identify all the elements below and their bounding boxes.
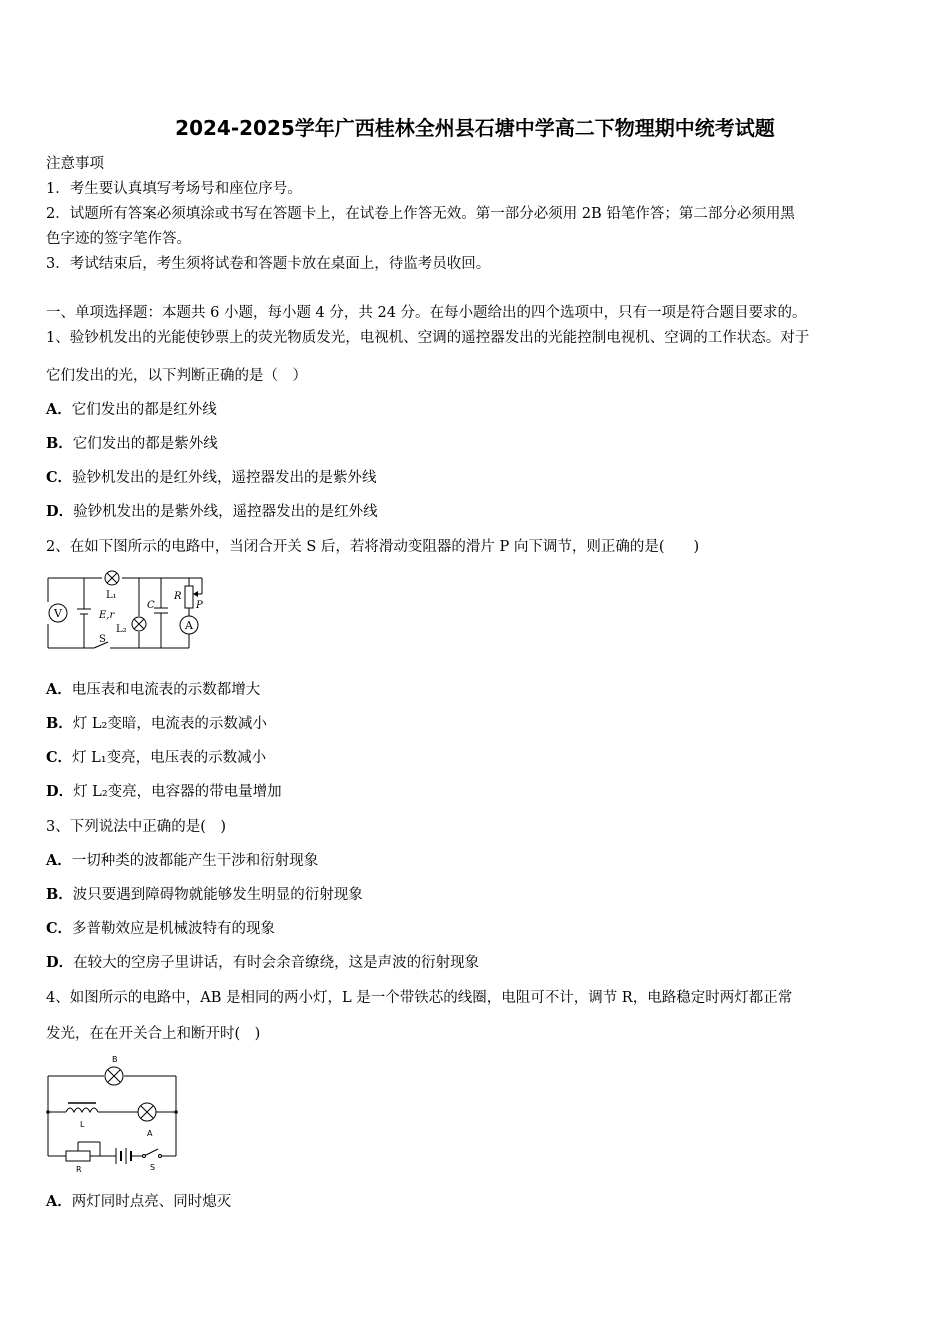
option-label: C． — [46, 749, 73, 766]
label-p: P — [196, 600, 203, 611]
label-b: B — [112, 1055, 118, 1064]
label-r: R — [76, 1165, 82, 1174]
option-label: D． — [46, 783, 74, 800]
question-4-stem: 发光，在在开关合上和断开时( ) — [46, 1026, 261, 1042]
question-1-stem: 1、验钞机发出的光能使钞票上的荧光物质发光，电视机、空调的遥控器发出的光能控制电视机、空调的工作状态。对于 — [46, 330, 810, 346]
question-4-stem: 4、如图所示的电路中，AB 是相同的两小灯，L 是一个带铁芯的线圈，电阻可不计，调节 R，电路稳定时两灯都正常 — [46, 990, 793, 1006]
option-label: B． — [46, 435, 73, 452]
question-3-option-b — [46, 883, 363, 904]
question-1-option-d — [46, 500, 378, 521]
question-3-option-a — [46, 849, 318, 870]
label-r: R — [174, 591, 182, 602]
option-label: C． — [46, 920, 73, 937]
option-text: 灯 L₂变暗，电流表的示数减小 — [72, 716, 267, 732]
lamp-a-icon — [138, 1103, 156, 1121]
option-label: A． — [46, 1193, 72, 1210]
ammeter-label: A — [185, 619, 193, 632]
label-a: A — [147, 1129, 153, 1138]
label-l: L — [80, 1120, 85, 1129]
question-3-option-c — [46, 917, 275, 938]
option-label: A． — [46, 401, 72, 418]
option-text: 波只要遇到障碍物就能够发生明显的衍射现象 — [72, 887, 363, 903]
option-text: 它们发出的都是紫外线 — [72, 436, 218, 452]
label-s: S — [150, 1163, 156, 1172]
option-label: D． — [46, 954, 74, 971]
label-c: C — [147, 600, 155, 611]
option-label: A． — [46, 852, 72, 869]
option-label: C． — [46, 469, 73, 486]
question-3-option-d — [46, 951, 479, 972]
question-3-stem: 3、下列说法中正确的是( ) — [46, 819, 227, 835]
option-label: B． — [46, 886, 73, 903]
notice-item: 1．考生要认真填写考场号和座位序号。 — [46, 181, 302, 197]
question-2-stem: 2、在如下图所示的电路中，当闭合开关 S 后，若将滑动变阻器的滑片 P 向下调节，则正确的是( ) — [46, 539, 700, 555]
section-heading: 一、单项选择题：本题共 6 小题，每小题 4 分，共 24 分。在每小题给出的四个选项中，只有一项是符合题目要求的。 — [46, 305, 807, 321]
page-title: 2024-2025学年广西桂林全州县石塘中学高二下物理期中统考试题 — [175, 116, 775, 140]
voltmeter-icon — [49, 604, 67, 622]
option-text: 多普勒效应是机械波特有的现象 — [72, 921, 276, 937]
circuit-diagram-q2 — [44, 566, 224, 658]
label-s: S — [99, 634, 106, 645]
question-2-option-d — [46, 780, 282, 801]
question-1-option-c — [46, 466, 377, 487]
option-text: 验钞机发出的是红外线，遥控器发出的是紫外线 — [72, 470, 377, 486]
option-label: D． — [46, 503, 74, 520]
question-4-option-a — [46, 1190, 231, 1211]
option-text: 两灯同时点亮、同时熄灭 — [71, 1194, 232, 1210]
question-2-option-c — [46, 746, 266, 767]
question-2-option-a — [46, 678, 260, 699]
option-text: 灯 L₂变亮，电容器的带电量增加 — [73, 784, 282, 800]
notice-heading: 注意事项 — [46, 156, 104, 172]
option-label: B． — [46, 715, 73, 732]
lamp-l1-icon — [105, 571, 119, 585]
option-text: 一切种类的波都能产生干涉和衍射现象 — [71, 853, 319, 869]
option-text: 灯 L₁变亮，电压表的示数减小 — [72, 750, 267, 766]
lamp-l2-icon — [132, 617, 146, 631]
option-label: A． — [46, 681, 72, 698]
label-l2: L₂ — [116, 624, 127, 635]
voltmeter-label: V — [54, 607, 62, 620]
ammeter-icon — [180, 616, 198, 634]
question-1-option-a — [46, 398, 217, 419]
question-2-option-b — [46, 712, 267, 733]
circuit-diagram-q4 — [44, 1052, 184, 1174]
lamp-b-icon — [105, 1067, 123, 1085]
notice-item: 2．试题所有答案必须填涂或书写在答题卡上，在试卷上作答无效。第一部分必须用 2B 铅笔作答；第二部分必须用黑 — [46, 206, 795, 222]
notice-item: 色字迹的签字笔作答。 — [46, 231, 191, 247]
question-1-stem: 它们发出的光，以下判断正确的是（ ） — [46, 368, 307, 384]
question-1-option-b — [46, 432, 218, 453]
option-text: 在较大的空房子里讲话，有时会余音缭绕，这是声波的衍射现象 — [73, 955, 480, 971]
label-l1: L₁ — [106, 590, 117, 601]
option-text: 验钞机发出的是紫外线，遥控器发出的是红外线 — [73, 504, 378, 520]
option-text: 电压表和电流表的示数都增大 — [71, 682, 261, 698]
notice-item: 3．考试结束后，考生须将试卷和答题卡放在桌面上，待监考员收回。 — [46, 256, 491, 272]
label-er: E,r — [99, 610, 115, 621]
option-text: 它们发出的都是红外线 — [71, 402, 217, 418]
